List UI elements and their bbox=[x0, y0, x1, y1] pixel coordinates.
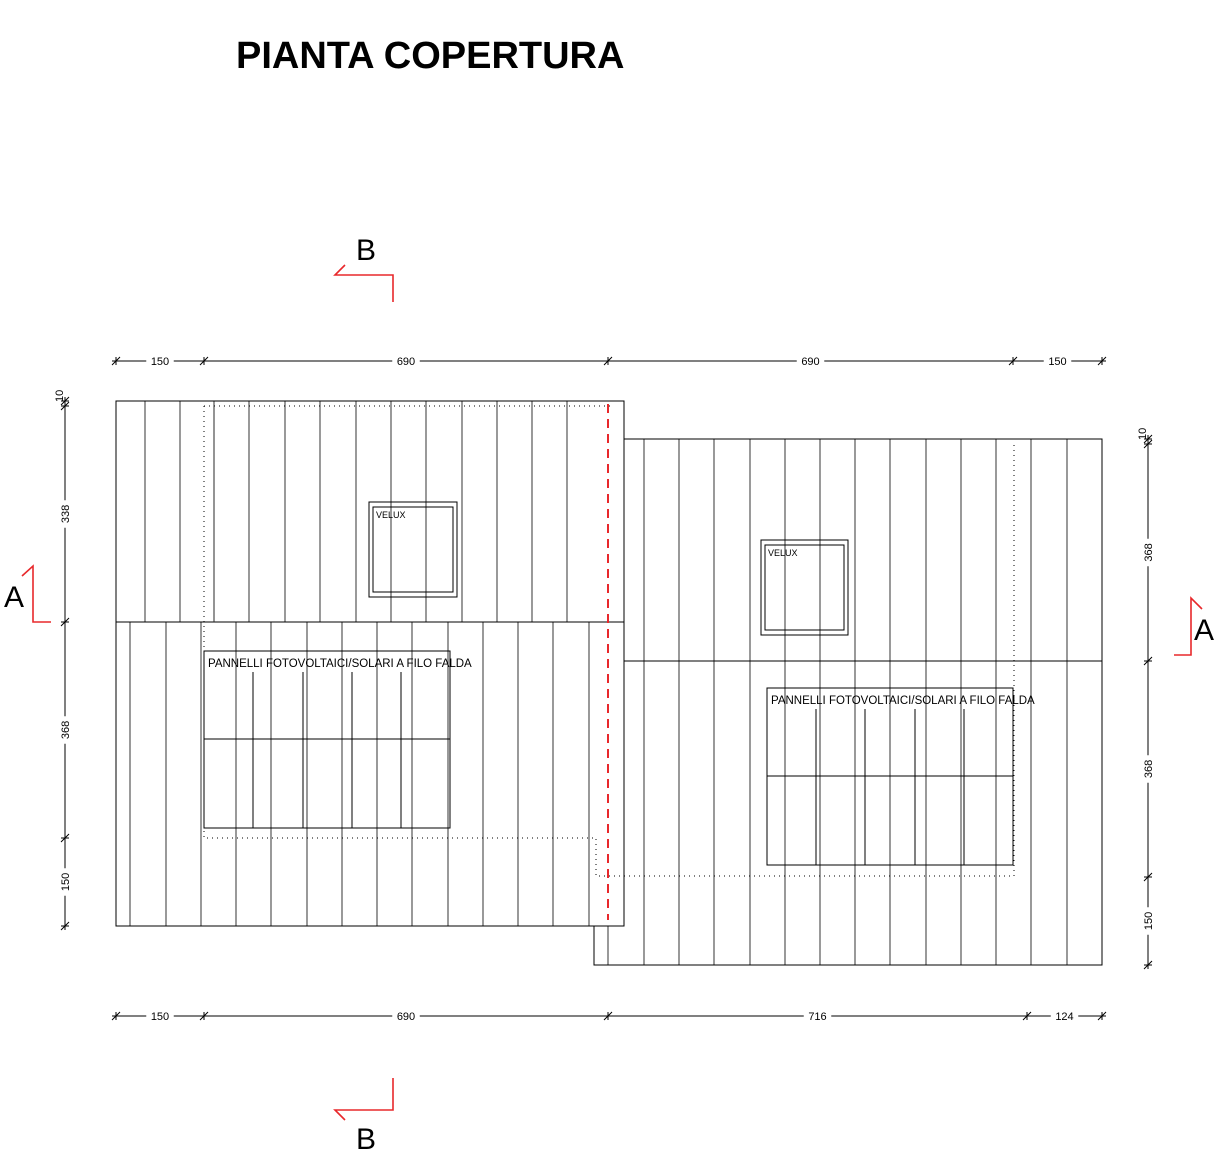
bottom-dimension-value: 150 bbox=[150, 1011, 170, 1023]
panels-right-label: PANNELLI FOTOVOLTAICI/SOLARI A FILO FALDA bbox=[771, 695, 1035, 707]
bottom-dimension-value: 716 bbox=[808, 1011, 827, 1023]
bottom-dimension-value: 690 bbox=[396, 1011, 416, 1023]
bottom-dimension-value: 124 bbox=[1055, 1011, 1074, 1023]
solar-panels-left bbox=[204, 651, 472, 828]
right-dimension-value: 10 bbox=[1137, 427, 1149, 440]
panels-left-label: PANNELLI FOTOVOLTAICI/SOLARI A FILO FALDA bbox=[208, 658, 472, 670]
section-a-right-marker bbox=[1174, 598, 1214, 655]
drawing-title: PIANTA COPERTURA bbox=[236, 35, 625, 77]
section-b-bottom-marker bbox=[335, 1078, 393, 1152]
right-dimension-value: 368 bbox=[1143, 543, 1155, 562]
velux-right-label: VELUX bbox=[768, 548, 798, 558]
section-a-left-marker bbox=[4, 566, 51, 622]
top-dimension-value: 690 bbox=[801, 356, 820, 368]
section-b-top-marker bbox=[335, 234, 393, 302]
left-dimension-value: 10 bbox=[54, 389, 66, 402]
top-dimension-value: 690 bbox=[396, 356, 416, 368]
velux-skylight-right bbox=[761, 540, 848, 635]
left-dimension-value: 368 bbox=[60, 720, 72, 740]
solar-panels-right bbox=[767, 688, 1035, 865]
section-a-right-label: A bbox=[1194, 614, 1215, 647]
left-dimension-value: 150 bbox=[60, 872, 72, 892]
top-dimension-value: 150 bbox=[1048, 356, 1067, 368]
section-a-left-label: A bbox=[4, 581, 25, 614]
right-dimension-value: 368 bbox=[1143, 759, 1155, 779]
dimension-chains bbox=[54, 355, 1155, 1023]
section-b-bottom-label: B bbox=[356, 1123, 377, 1152]
section-b-top-label: B bbox=[356, 234, 377, 267]
right-dimension-value: 150 bbox=[1143, 911, 1155, 931]
left-dimension-value: 338 bbox=[60, 504, 72, 524]
velux-left-label: VELUX bbox=[376, 510, 406, 520]
top-dimension-value: 150 bbox=[150, 356, 170, 368]
velux-skylight-left bbox=[369, 502, 457, 597]
